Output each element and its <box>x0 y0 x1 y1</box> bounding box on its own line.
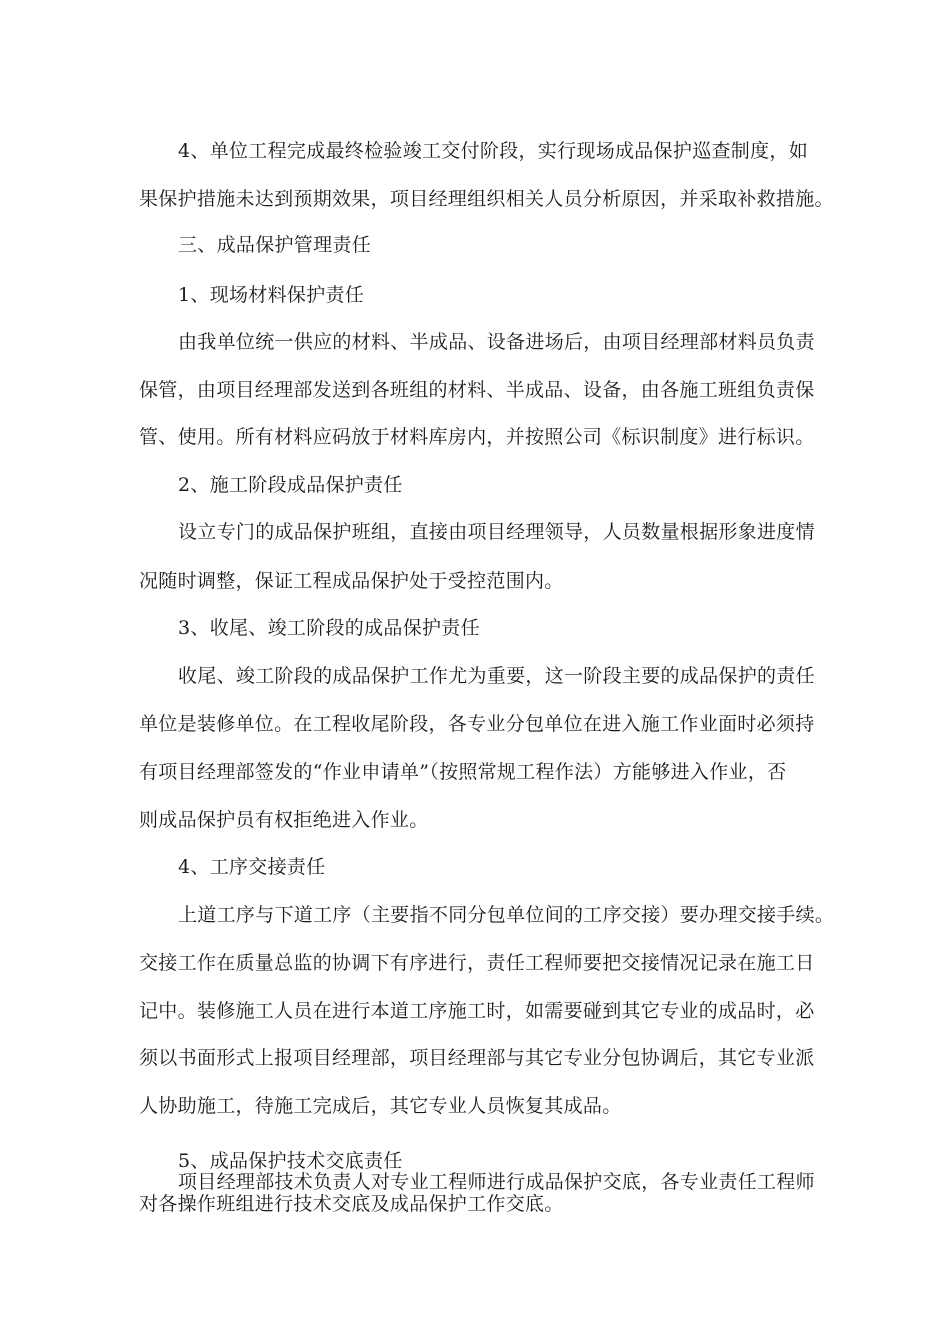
paragraph-line: 单位是装修单位。在工程收尾阶段，各专业分包单位在进入施工作业面时必须持 <box>139 713 815 735</box>
section-heading: 三、成品保护管理责任 <box>178 234 372 256</box>
paragraph-line: 果保护措施未达到预期效果，项目经理组织相关人员分析原因，并采取补救措施。 <box>139 188 834 210</box>
paragraph-line: 由我单位统一供应的材料、半成品、设备进场后，由项目经理部材料员负责 <box>178 331 815 353</box>
subsection-heading: 5、成品保护技术交底责任 <box>178 1150 403 1172</box>
paragraph-line: 须以书面形式上报项目经理部，项目经理部与其它专业分包协调后，其它专业派 <box>139 1047 815 1069</box>
paragraph-line: 交接工作在质量总监的协调下有序进行，责任工程师要把交接情况记录在施工日 <box>139 952 815 974</box>
paragraph-line: 人协助施工，待施工完成后，其它专业人员恢复其成品。 <box>139 1095 622 1117</box>
paragraph-line: 保管，由项目经理部发送到各班组的材料、半成品、设备，由各施工班组负责保 <box>139 379 815 401</box>
paragraph-line: 况随时调整，保证工程成品保护处于受控范围内。 <box>139 570 564 592</box>
paragraph-line: 有项目经理部签发的“作业申请单”（按照常规工程作法）方能够进入作业，否 <box>139 761 787 783</box>
subsection-heading: 3、收尾、竣工阶段的成品保护责任 <box>178 617 480 639</box>
paragraph-line: 设立专门的成品保护班组，直接由项目经理领导，人员数量根据形象进度情 <box>178 521 815 543</box>
paragraph-line: 记中。装修施工人员在进行本道工序施工时，如需要碰到其它专业的成品时，必 <box>139 1000 815 1022</box>
subsection-heading: 2、施工阶段成品保护责任 <box>178 474 403 496</box>
paragraph-line: 管、使用。所有材料应码放于材料库房内，并按照公司《标识制度》进行标识。 <box>139 426 815 448</box>
paragraph-line: 收尾、竣工阶段的成品保护工作尤为重要，这一阶段主要的成品保护的责任 <box>178 665 815 687</box>
paragraph-line: 则成品保护员有权拒绝进入作业。 <box>139 809 429 831</box>
subsection-heading: 1、现场材料保护责任 <box>178 284 365 306</box>
paragraph-line: 项目经理部技术负责人对专业工程师进行成品保护交底，各专业责任工程师 <box>178 1171 815 1193</box>
paragraph-line: 4、单位工程完成最终检验竣工交付阶段，实行现场成品保护巡查制度，如 <box>178 140 808 162</box>
paragraph-line: 对各操作班组进行技术交底及成品保护工作交底。 <box>139 1193 564 1215</box>
subsection-heading: 4、工序交接责任 <box>178 856 326 878</box>
paragraph-line: 上道工序与下道工序（主要指不同分包单位间的工序交接）要办理交接手续。 <box>178 904 835 926</box>
